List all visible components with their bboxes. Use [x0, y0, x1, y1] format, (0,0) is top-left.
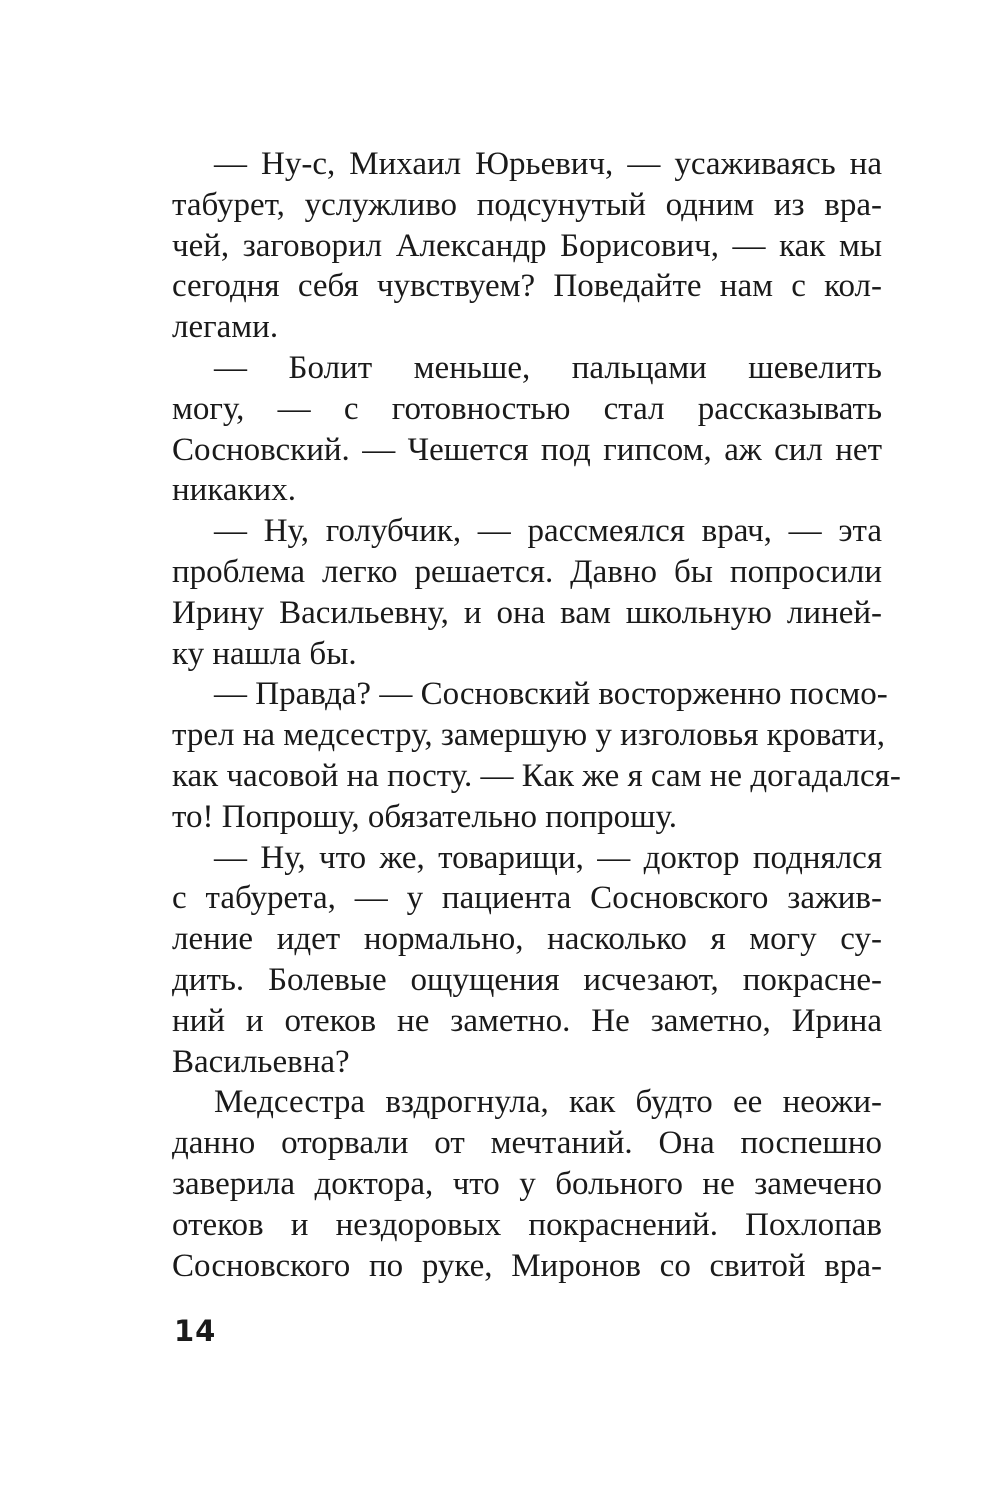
text-line: отеков и нездоровых покраснений. Похлопав [172, 1206, 882, 1243]
paragraph [172, 674, 901, 837]
text-line: то! Попрошу, обязательно попрошу. [172, 798, 677, 835]
text-line: дить. Болевые ощущения исчезают, покрасне- [172, 961, 882, 998]
text-line: с табурета, — у пациента Сосновского зажив- [172, 880, 882, 917]
text-line: — Правда? — Сосновский восторженно посмо- [214, 676, 888, 713]
paragraph [172, 144, 882, 348]
paragraph [172, 348, 882, 511]
text-line: трел на медсестру, замершую у изголовья кровати, [172, 717, 885, 754]
text-line: Ирину Васильевну, и она вам школьную линей- [172, 594, 882, 631]
text-block [172, 144, 901, 1286]
text-line: табурет, услужливо подсунутый одним из вра- [172, 186, 882, 223]
text-line: чей, заговорил Александр Борисович, — как мы [172, 227, 882, 264]
text-line: ление идет нормально, насколько я могу су- [172, 921, 882, 958]
text-line: данно оторвали от мечтаний. Она поспешно [172, 1125, 882, 1162]
text-line: сегодня себя чувствуем? Поведайте нам с кол- [172, 268, 882, 305]
paragraph [172, 838, 882, 1083]
text-line: Сосновский. — Чешется под гипсом, аж сил нет [172, 431, 882, 468]
text-line: заверила доктора, что у больного не замечено [172, 1165, 882, 1202]
text-line: — Ну, голубчик, — рассмеялся врач, — эта [214, 513, 882, 550]
text-line: ку нашла бы. [172, 635, 357, 672]
text-line: — Ну-с, Михаил Юрьевич, — усаживаясь на [214, 146, 882, 182]
text-line: — Ну, что же, товарищи, — доктор поднялся [214, 839, 882, 876]
text-line: ний и отеков не заметно. Не заметно, Ирина [172, 1002, 882, 1039]
text-line: как часовой на посту. — Как же я сам не догадался- [172, 757, 901, 794]
paragraph [172, 1082, 882, 1286]
text-line: Медсестра вздрогнула, как будто ее неожи- [214, 1084, 882, 1121]
text-line: могу, — с готовностью стал рассказывать [172, 390, 882, 427]
text-line: Васильевна? [172, 1043, 350, 1080]
text-line: — Болит меньше, пальцами шевелить [214, 349, 882, 386]
text-line: никаких. [172, 472, 296, 509]
text-line: проблема легко решается. Давно бы попросили [172, 553, 882, 590]
page-number: 14 [174, 1314, 217, 1348]
text-line: Сосновского по руке, Миронов со свитой вра- [172, 1247, 882, 1284]
text-line: легами. [172, 309, 279, 346]
paragraph [172, 511, 882, 674]
